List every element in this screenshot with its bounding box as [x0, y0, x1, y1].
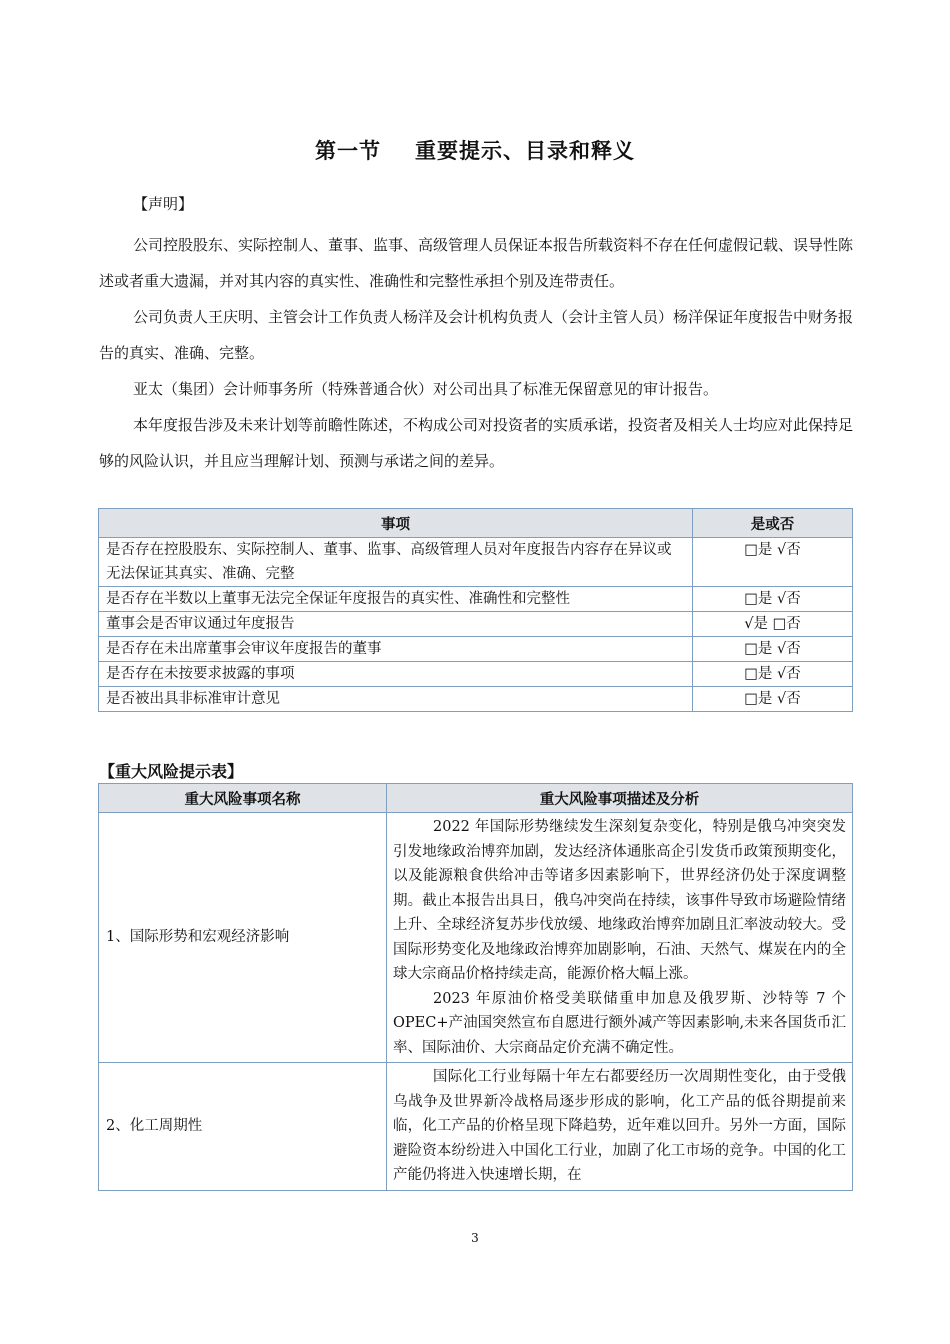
table-row — [99, 612, 853, 637]
column-header: 事项 — [99, 509, 693, 538]
table-row — [99, 538, 853, 587]
risk-table-heading: 【重大风险提示表】 — [99, 762, 244, 781]
risk-description-cell — [387, 1063, 853, 1191]
column-header: 是或否 — [693, 509, 853, 538]
risk-description-paragraph: 2023 年原油价格受美联储重申加息及俄罗斯、沙特等 7 个 OPEC+产油国突然宣布自愿进行额外减产等因素影响,未来各国货币汇率、国际油价、大宗商品定价充满不确定性。 — [393, 990, 846, 1056]
table-row — [99, 687, 853, 712]
table-row — [99, 637, 853, 662]
page-title — [0, 135, 950, 165]
item-cell: 董事会是否审议通过年度报告 — [99, 612, 693, 637]
table-row — [99, 813, 853, 1063]
table-row — [99, 1063, 853, 1191]
item-cell: 是否存在半数以上董事无法完全保证年度报告的真实性、准确性和完整性 — [99, 587, 693, 612]
item-cell: 是否存在未出席董事会审议年度报告的董事 — [99, 637, 693, 662]
declaration-paragraph: 本年度报告涉及未来计划等前瞻性陈述，不构成公司对投资者的实质承诺，投资者及相关人士均应对此保持足够的风险认识，并且应当理解计划、预测与承诺之间的差异。 — [99, 416, 854, 470]
answer-cell: □是 √否 — [693, 662, 853, 687]
item-cell: 是否存在控股股东、实际控制人、董事、监事、高级管理人员对年度报告内容存在异议或无法保证其真实、准确、完整 — [99, 538, 693, 587]
confirmation-table — [98, 508, 853, 712]
answer-cell: □是 √否 — [693, 538, 853, 587]
answer-cell: □是 √否 — [693, 687, 853, 712]
section-number: 第一节 — [315, 139, 381, 163]
risk-table — [98, 783, 853, 1191]
table-header-row — [99, 784, 853, 813]
answer-cell: □是 √否 — [693, 637, 853, 662]
declaration-paragraph: 公司控股股东、实际控制人、董事、监事、高级管理人员保证本报告所载资料不存在任何虚假记载、误导性陈述或者重大遗漏，并对其内容的真实性、准确性和完整性承担个别及连带责任。 — [99, 236, 854, 290]
answer-cell: √是 □否 — [693, 612, 853, 637]
risk-name-cell: 2、化工周期性 — [99, 1063, 387, 1191]
risk-description-paragraph: 国际化工行业每隔十年左右都要经历一次周期性变化，由于受俄乌战争及世界新冷战格局逐步形成的影响，化工产品的低谷期提前来临，化工产品的价格呈现下降趋势，近年难以回升。另外一方面，国际避险资本纷纷进入中国化工行业，加剧了化工市场的竞争。中国的化工产能仍将进入快速增长期，在 — [393, 1069, 846, 1183]
declaration-label: 【声明】 — [133, 195, 194, 213]
declaration-paragraph: 亚太（集团）会计师事务所（特殊普通合伙）对公司出具了标准无保留意见的审计报告。 — [133, 380, 719, 398]
column-header: 重大风险事项描述及分析 — [387, 784, 853, 813]
declaration-paragraph: 公司负责人王庆明、主管会计工作负责人杨洋及会计机构负责人（会计主管人员）杨洋保证年度报告中财务报告的真实、准确、完整。 — [99, 308, 854, 362]
item-cell: 是否被出具非标准审计意见 — [99, 687, 693, 712]
table-row — [99, 587, 853, 612]
table-row — [99, 662, 853, 687]
section-title: 重要提示、目录和释义 — [415, 139, 635, 163]
risk-description-paragraph: 2022 年国际形势继续发生深刻复杂变化，特别是俄乌冲突突发引发地缘政治博弈加剧，发达经济体通胀高企引发货币政策预期变化，以及能源粮食供给冲击等诸多因素影响下，世界经济仍处于深度调整期。截止本报告出具日，俄乌冲突尚在持续，该事件导致市场避险情绪上升、全球经济复苏步伐放缓、地缘政治博弈加剧且汇率波动较大。受国际形势变化及地缘政治博弈加剧影响，石油、天然气、煤炭在内的全球大宗商品价格持续走高，能源价格大幅上涨。 — [393, 819, 846, 982]
table-header-row — [99, 509, 853, 538]
column-header: 重大风险事项名称 — [99, 784, 387, 813]
item-cell: 是否存在未按要求披露的事项 — [99, 662, 693, 687]
risk-description-cell — [387, 813, 853, 1063]
page-number: 3 — [471, 1231, 479, 1245]
risk-name-cell: 1、国际形势和宏观经济影响 — [99, 813, 387, 1063]
answer-cell: □是 √否 — [693, 587, 853, 612]
